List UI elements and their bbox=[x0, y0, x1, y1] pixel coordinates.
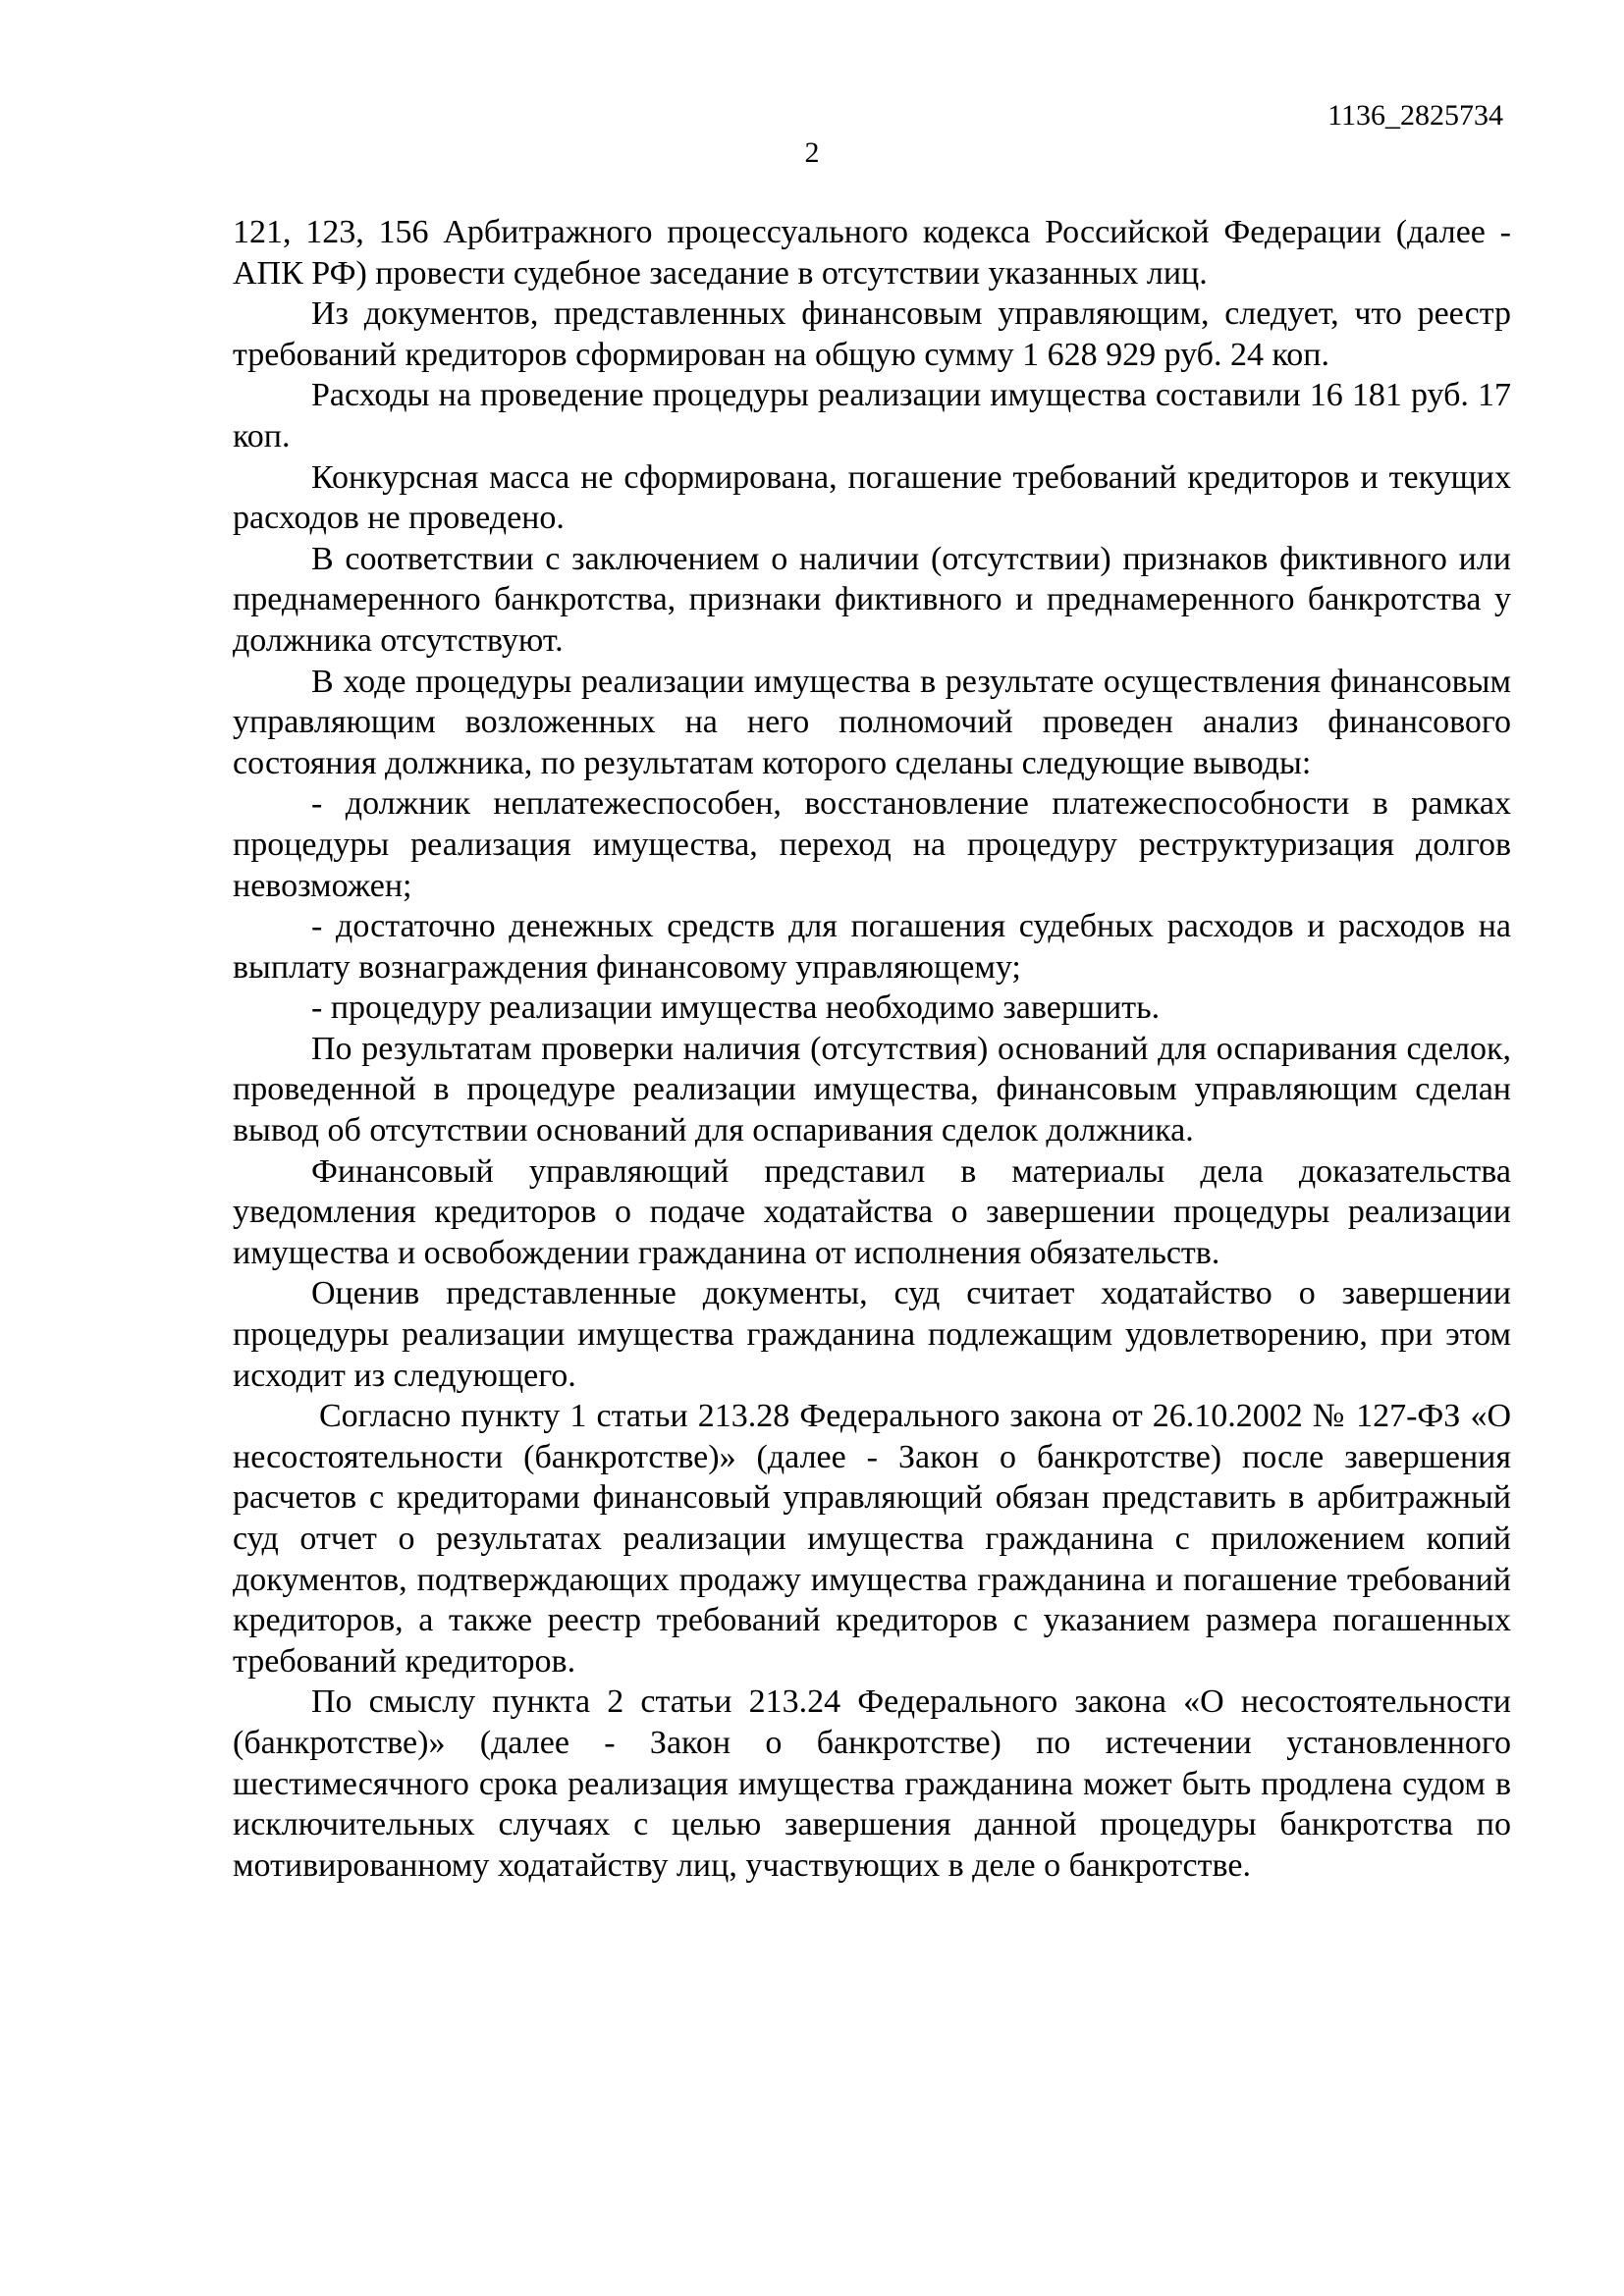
page-number: 2 bbox=[804, 136, 820, 169]
paragraph-creditor-notification: Финансовый управляющий представил в материалы дела доказательства уведомления кредиторов о подаче ходатайства о завершении процедуры реализации имущества и освобождении гражданина от исполнения обязательств. bbox=[233, 1152, 1511, 1271]
document-id: 1136_2825734 bbox=[1327, 99, 1503, 132]
list-item-sufficient-funds: - достаточно денежных средств для погашения судебных расходов и расходов на выплату вознаграждения финансовому управляющему; bbox=[233, 908, 1511, 986]
list-item-complete-procedure: - процедуру реализации имущества необходимо завершить. bbox=[311, 989, 1161, 1027]
paragraph-law-article-213-28: Согласно пункту 1 статьи 213.28 Федерального закона от 26.10.2002 № 127-ФЗ «О несостоятельности (банкротстве)» (далее - Закон о банкротстве) после завершения расчетов с кредиторами финансовый управляющий обязан представить в арбитражный суд отчет о результатах реализации имущества гражданина с приложением копий документов, подтверждающих продажу имущества гражданина и погашение требований кредиторов, а также реестр требований кредиторов с указанием размера погашенных требований кредиторов. bbox=[233, 1398, 1511, 1680]
list-item-insolvent: - должник неплатежеспособен, восстановление платежеспособности в рамках процедуры реализация имущества, переход на процедуру реструктуризация долгов невозможен; bbox=[233, 785, 1511, 904]
paragraph-bankruptcy-estate: Конкурсная масса не сформирована, погашение требований кредиторов и текущих расходов не проведено. bbox=[233, 458, 1511, 537]
document-body bbox=[233, 212, 1511, 1886]
paragraph-court-assessment: Оценив представленные документы, суд считает ходатайство о завершении процедуры реализации имущества гражданина подлежащим удовлетворению, при этом исходит из следующего. bbox=[233, 1275, 1511, 1394]
paragraph-procedure-expenses: Расходы на проведение процедуры реализации имущества составили 16 181 руб. 17 коп. bbox=[233, 377, 1511, 454]
paragraph-financial-analysis: В ходе процедуры реализации имущества в результате осуществления финансовым управляющим возложенных на него полномочий проведен анализ финансового состояния должника, по результатам которого сделаны следующие выводы: bbox=[233, 663, 1511, 781]
paragraph-creditors-registry: Из документов, представленных финансовым управляющим, следует, что реестр требований кредиторов сформирован на общую сумму 1 628 929 руб. 24 коп. bbox=[233, 295, 1511, 373]
paragraph-fictitious-bankruptcy: В соответствии с заключением о наличии (отсутствии) признаков фиктивного или преднамеренного банкротства, признаки фиктивного и преднамеренного банкротства у должника отсутствуют. bbox=[233, 540, 1511, 659]
paragraph-law-article-213-24: По смыслу пункта 2 статьи 213.24 Федерального закона «О несостоятельности (банкротстве)» (далее - Закон о банкротстве) по истечении установленного шестимесячного срока реализация имущества гражданина может быть продлена судом в исключительных случаях с целью завершения данной процедуры банкротства по мотивированному ходатайству лиц, участвующих в деле о банкротстве. bbox=[233, 1683, 1511, 1884]
paragraph-continuation: 121, 123, 156 Арбитражного процессуального кодекса Российской Федерации (далее - АПК РФ) провести судебное заседание в отсутствии указанных лиц. bbox=[233, 214, 1511, 292]
paragraph-transactions-check: По результатам проверки наличия (отсутствия) оснований для оспаривания сделок, проведенной в процедуре реализации имущества, финансовым управляющим сделан вывод об отсутствии оснований для оспаривания сделок должника. bbox=[233, 1030, 1511, 1149]
